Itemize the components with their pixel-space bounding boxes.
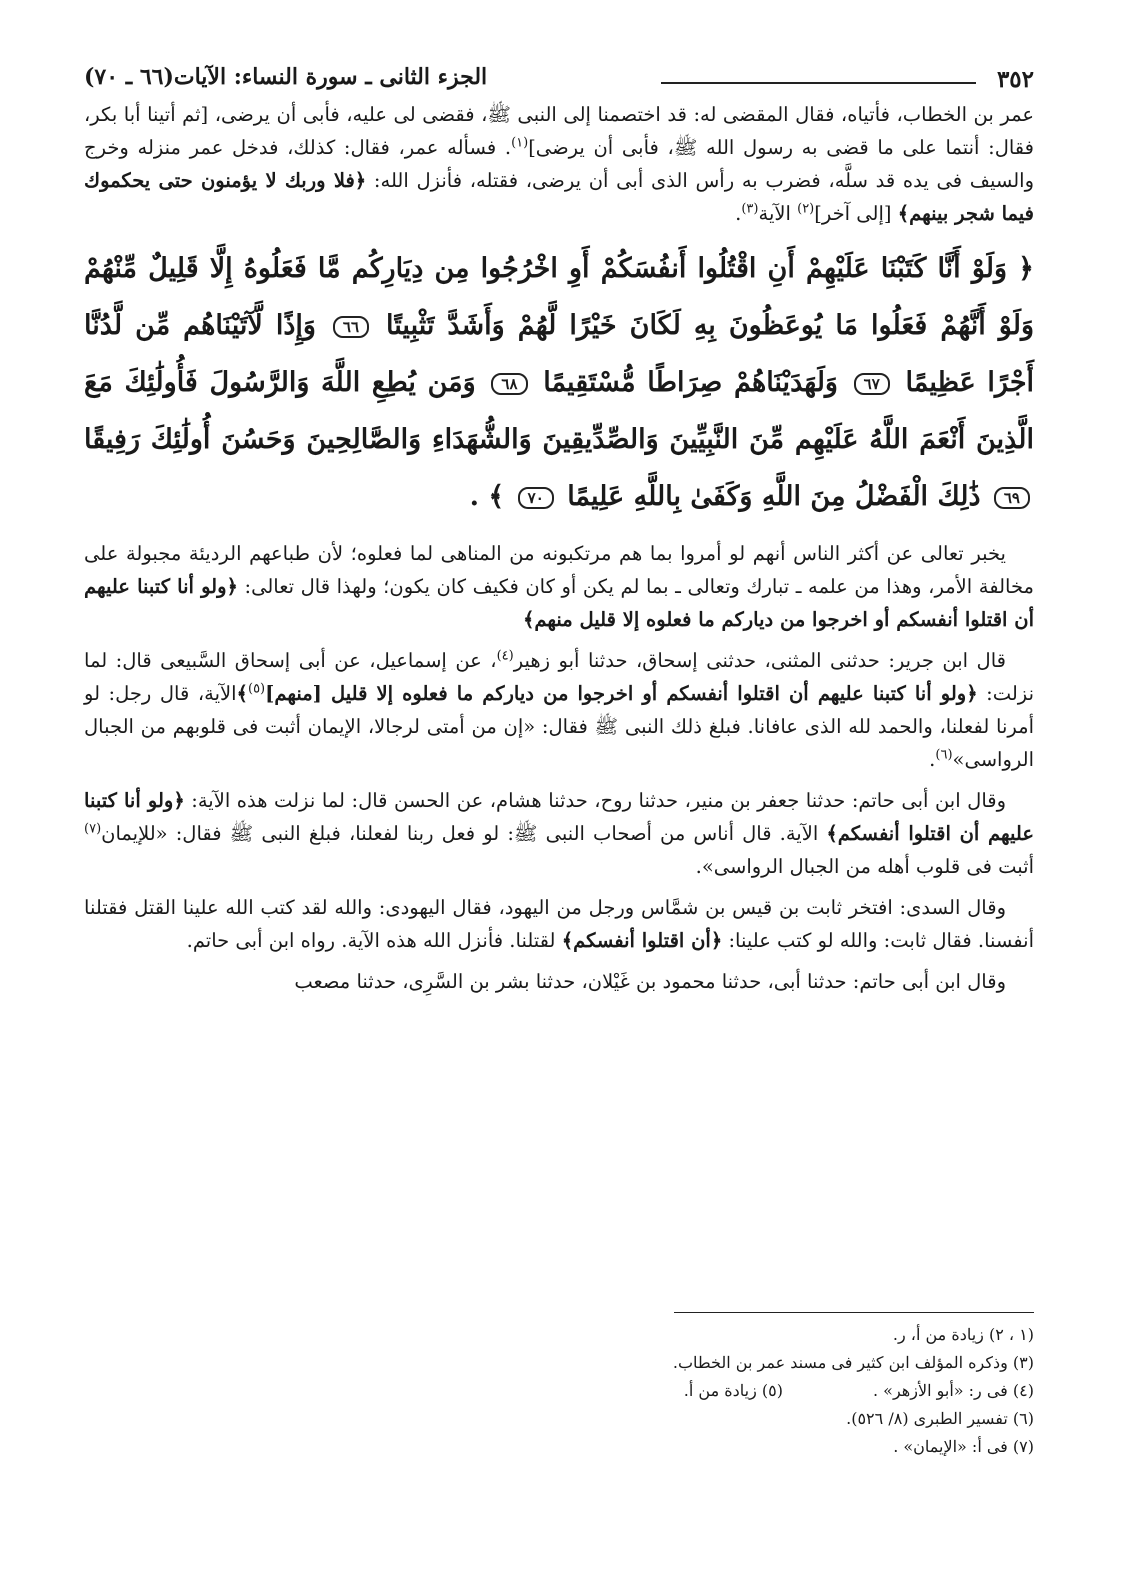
- paragraph-3: [84, 644, 1034, 776]
- book-page: [84, 62, 1034, 1542]
- footnote-row: [84, 1377, 1034, 1405]
- text: الآية، قال رجل: لو أمرنا لفعلنا، والحمد لله الذى عافانا. فبلغ ذلك النبى ﷺ فقال: «إن من أمتى لرجالا، الإيمان أثبت فى قلوبهم من الجبال الرواسى»: [84, 682, 1034, 771]
- ayah-number: ٦٧: [854, 373, 890, 395]
- text: عمر بن الخطاب، فأتياه، فقال المقضى له: قد اختصمنا إلى النبى ﷺ، فقضى لى عليه، فأبى أن يرضى، [ثم أتينا أبا بكر، فقال: أنتما على ما قضى به رسول الله ﷺ، فأبى أن يرضى]: [84, 103, 1034, 159]
- footnote-ref: (٢): [797, 201, 815, 217]
- ayah-text: وَلَهَدَيْنَاهُمْ صِرَاطًا مُّسْتَقِيمًا: [543, 367, 838, 398]
- paragraph-4: [84, 784, 1034, 883]
- text: .: [929, 748, 936, 771]
- verse-quote: ﴿ولو أنا كتبنا عليهم أن اقتلوا أنفسكم﴾: [84, 789, 1034, 845]
- main-text: [84, 98, 1034, 998]
- text: . فسأله عمر، فقال: كذلك، فدخل عمر منزله وخرج والسيف فى يده قد سلَّه، فضرب به رأس الذى أبى أن يرضى، فقتله، فأنزل الله:: [84, 136, 1034, 192]
- ayah-number: ٦٦: [333, 316, 369, 338]
- text: الآية. قال أناس من أصحاب النبى ﷺ: لو فعل ربنا لفعلنا، فبلغ النبى ﷺ فقال: «للإيمان: [101, 822, 827, 845]
- text: وقال السدى: افتخر ثابت بن قيس بن شمَّاس ورجل من اليهود، فقال اليهودى: والله لقد كتب الله علينا القتل فقتلنا أنفسنا. فقال ثابت: والله لو كتب علينا:: [84, 896, 1034, 952]
- text: ، عن إسماعيل، عن أبى إسحاق السَّبيعى قال: لما نزلت:: [84, 649, 1034, 705]
- paragraph-6: [84, 965, 1034, 998]
- text: [إلى آخر]: [814, 202, 898, 225]
- verse-quote: ﴿ولو أنا كتبنا عليهم أن اقتلوا أنفسكم أو اخرجوا من دياركم ما فعلوه إلا قليل منهم﴾: [84, 575, 1034, 631]
- verse-quote: ﴿فلا وربك لا يؤمنون حتى يحكموك فيما شجر بينهم﴾: [84, 169, 1034, 225]
- footnote-ref: (٦): [935, 747, 953, 763]
- text: أثبت فى قلوب أهله من الجبال الرواسى».: [695, 855, 1034, 878]
- footnote-ref: (٥): [247, 681, 266, 697]
- ayah-text: وَمَن يُطِعِ اللَّهَ وَالرَّسُولَ فَأُولَٰئِكَ مَعَ الَّذِينَ أَنْعَمَ اللَّهُ عَلَيْهِم مِّنَ النَّبِيِّينَ وَالصِّدِّيقِينَ وَالشُّهَدَاءِ وَالصَّالِحِينَ وَحَسُنَ أُولَٰئِكَ رَفِيقًا: [84, 367, 1034, 455]
- text: لقتلنا. فأنزل الله هذه الآية. رواه ابن أبى حاتم.: [186, 929, 562, 952]
- footnote-ref: (٣): [741, 201, 759, 217]
- ayah-number: ٧٠: [518, 487, 554, 509]
- verse-quote: ﴿أن اقتلوا أنفسكم﴾: [561, 929, 723, 952]
- paragraph-2: [84, 537, 1034, 636]
- ayah-text: ذَٰلِكَ الْفَضْلُ مِنَ اللَّهِ وَكَفَىٰ بِاللَّهِ عَلِيمًا: [567, 481, 981, 512]
- footnote-5: (٥) زيادة من أ.: [683, 1381, 783, 1400]
- text: قال ابن جرير: حدثنى المثنى، حدثنى إسحاق، حدثنا أبو زهير: [513, 649, 1006, 672]
- footnote-ref: (١): [511, 135, 529, 151]
- verse-quote: ﴿ولو أنا كتبنا عليهم أن اقتلوا أنفسكم أو اخرجوا من دياركم ما فعلوه إلا قليل [منهم]: [265, 682, 978, 705]
- page-header: [84, 62, 1034, 98]
- ayah-text: ﴿ وَلَوْ أَنَّا كَتَبْنَا عَلَيْهِمْ أَنِ اقْتُلُوا أَنفُسَكُمْ أَوِ اخْرُجُوا مِن دِيَارِكُم مَّا فَعَلُوهُ إِلَّا قَلِيلٌ مِّنْهُمْ وَلَوْ أَنَّهُمْ فَعَلُوا مَا يُوعَظُونَ بِهِ لَكَانَ خَيْرًا لَّهُمْ وَأَشَدَّ تَثْبِيتًا: [84, 253, 1034, 341]
- paragraph-1: [84, 98, 1034, 230]
- text: وقال ابن أبى حاتم: حدثنا جعفر بن منير، حدثنا روح، حدثنا هشام، عن الحسن قال: لما نزلت هذه الآية:: [184, 789, 1006, 812]
- ayah-text: وَإِذًا لَّآتَيْنَاهُم مِّن لَّدُنَّا أَجْرًا عَظِيمًا: [84, 310, 1035, 398]
- footnote-ref: (٤): [496, 648, 514, 664]
- footnote-ref: (٧): [84, 821, 102, 837]
- running-title: الجزء الثانى ـ سورة النساء: الآيات(٦٦ ـ ٧٠): [84, 64, 488, 90]
- footnotes: [84, 1312, 1034, 1461]
- text: الآية: [758, 202, 798, 225]
- quran-verses: [84, 240, 1034, 525]
- ayah-end-bracket: ﴾ .: [469, 481, 505, 512]
- footnote-4: (٤) فى ر: «أبو الأزهر» .: [872, 1381, 1034, 1400]
- footnote-1-2: (١ ، ٢) زيادة من أ، ر.: [892, 1325, 1034, 1344]
- ayah-number: ٦٨: [491, 373, 527, 395]
- header-rule: [661, 82, 976, 84]
- footnote-6: (٦) تفسير الطبرى (٨/ ٥٢٦).: [846, 1409, 1034, 1428]
- ayah-number: ٦٩: [994, 487, 1030, 509]
- text: وقال ابن أبى حاتم: حدثنا أبى، حدثنا محمود بن غَيْلان، حدثنا بشر بن السَّرِى، حدثنا مصعب: [294, 970, 1006, 993]
- footnote-7: (٧) فى أ: «الإيمان» .: [893, 1437, 1034, 1456]
- paragraph-5: [84, 891, 1034, 957]
- verse-bracket: ﴾: [236, 682, 248, 705]
- footnote-rule: [674, 1312, 1034, 1313]
- text: يخبر تعالى عن أكثر الناس أنهم لو أمروا بما هم مرتكبونه من المناهى لما فعلوه؛ لأن طباعهم الرديئة مجبولة على مخالفة الأمر، وهذا من علمه ـ تبارك وتعالى ـ بما لم يكن أو كان فكيف كان يكون؛ ولهذا قال تعالى:: [84, 542, 1034, 598]
- footnote-3: (٣) وذكره المؤلف ابن كثير فى مسند عمر بن الخطاب.: [672, 1353, 1034, 1372]
- page-number: ٣٥٢: [996, 66, 1034, 93]
- text: .: [735, 202, 742, 225]
